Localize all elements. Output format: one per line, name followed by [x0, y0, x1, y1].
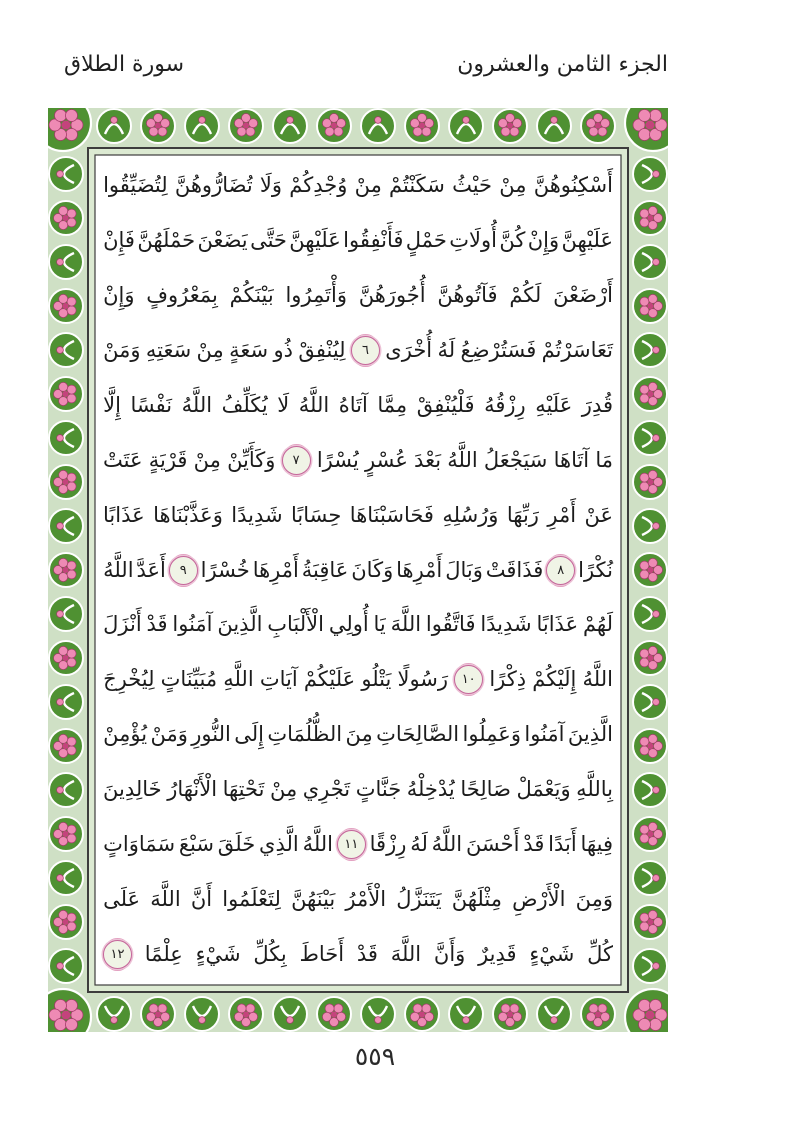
ayah-marker: ٨ [546, 556, 575, 585]
surah-header: سورة الطلاق [64, 52, 185, 77]
quran-line: عَلَيْهِنَّ وَإِنْ كُنَّ أُولَاتِ حَمْلٍ فَأَنْفِقُوا عَلَيْهِنَّ حَتَّى يَضَعْنَ حَمْلَهُنَّ فَإِنْ [103, 227, 613, 252]
ayah-marker: ١٠ [454, 665, 483, 694]
quran-line: عَنْ أَمْرِ رَبِّهَا وَرُسُلِهِ فَحَاسَبْنَاهَا حِسَابًا شَدِيدًا وَعَذَّبْنَاهَا عَذَابًا [103, 502, 613, 527]
quran-line: أَسْكِنُوهُنَّ مِنْ حَيْثُ سَكَنْتُمْ مِنْ وُجْدِكُمْ وَلَا تُضَارُّوهُنَّ لِتُضَيِّقُوا [103, 172, 613, 197]
quran-line: قُدِرَ عَلَيْهِ رِزْقُهُ فَلْيُنْفِقْ مِمَّا آتَاهُ اللَّهُ لَا يُكَلِّفُ اللَّهُ نَفْسًا إِلَّا [103, 392, 613, 417]
page-number: ٥٥٩ [354, 1042, 396, 1071]
quran-line: أَرْضَعْنَ لَكُمْ فَآتُوهُنَّ أُجُورَهُنَّ وَأْتَمِرُوا بَيْنَكُمْ بِمَعْرُوفٍ وَإِنْ [103, 282, 613, 307]
quran-line: الَّذِينَ آمَنُوا وَعَمِلُوا الصَّالِحَاتِ مِنَ الظُّلُمَاتِ إِلَى النُّورِ وَمَنْ يُؤْمِنْ [103, 722, 613, 747]
quran-line: مَا آتَاهَا سَيَجْعَلُ اللَّهُ بَعْدَ عُسْرٍ يُسْرًا ٧ وَكَأَيِّنْ مِنْ قَرْيَةٍ عَتَتْ [103, 434, 613, 487]
quran-line: وَمِنَ الْأَرْضِ مِثْلَهُنَّ يَتَنَزَّلُ الْأَمْرُ بَيْنَهُنَّ لِتَعْلَمُوا أَنَّ اللَّهَ عَلَى [103, 887, 613, 912]
juz-header: الجزء الثامن والعشرون [457, 52, 668, 77]
ayah-marker: ١١ [337, 830, 366, 859]
ayah-marker: ٦ [351, 336, 380, 365]
quran-line: كُلِّ شَيْءٍ قَدِيرٌ وَأَنَّ اللَّهَ قَدْ أَحَاطَ بِكُلِّ شَيْءٍ عِلْمًا ١٢ [103, 928, 613, 981]
ayah-marker: ٧ [282, 446, 311, 475]
quran-line: اللَّهُ إِلَيْكُمْ ذِكْرًا ١٠ رَسُولًا يَتْلُو عَلَيْكُمْ آيَاتِ اللَّهِ مُبَيِّنَاتٍ لِيُخْرِجَ [103, 653, 613, 706]
quran-line: بِاللَّهِ وَيَعْمَلْ صَالِحًا يُدْخِلْهُ جَنَّاتٍ تَجْرِي مِنْ تَحْتِهَا الْأَنْهَارُ خَالِدِينَ [103, 777, 613, 802]
quran-line: لَهُمْ عَذَابًا شَدِيدًا فَاتَّقُوا اللَّهَ يَا أُولِي الْأَلْبَابِ الَّذِينَ آمَنُوا قَدْ أَنْزَلَ [103, 612, 613, 637]
quran-text-area [95, 155, 621, 985]
ayah-marker: ١٢ [103, 940, 132, 969]
quran-line: نُكْرًا ٨ فَذَاقَتْ وَبَالَ أَمْرِهَا وَكَانَ عَاقِبَةُ أَمْرِهَا خُسْرًا ٩ أَعَدَّ اللَّهُ [103, 544, 613, 597]
quran-line: فِيهَا أَبَدًا قَدْ أَحْسَنَ اللَّهُ لَهُ رِزْقًا ١١ اللَّهُ الَّذِي خَلَقَ سَبْعَ سَمَاوَاتٍ [103, 818, 613, 871]
quran-line: تَعَاسَرْتُمْ فَسَتُرْضِعُ لَهُ أُخْرَى ٦ لِيُنْفِقْ ذُو سَعَةٍ مِنْ سَعَتِهِ وَمَنْ [103, 324, 613, 377]
ayah-marker: ٩ [169, 556, 198, 585]
